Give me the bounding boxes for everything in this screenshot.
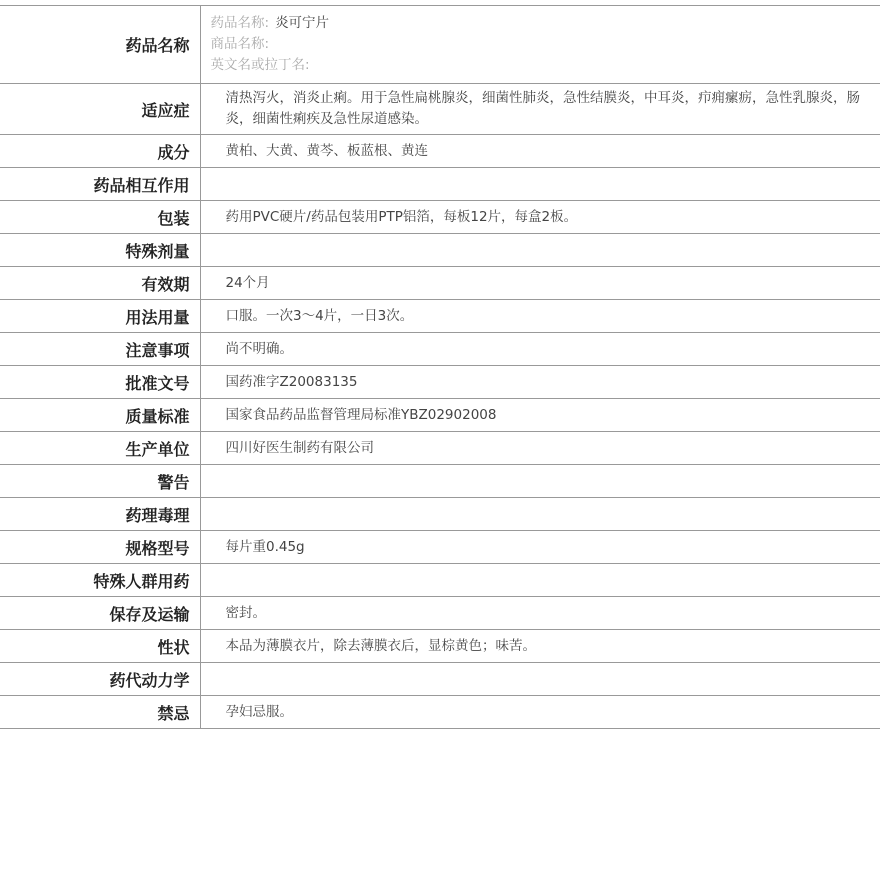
row-label: 性状 [0, 630, 200, 663]
generic-name-line [211, 13, 880, 34]
row-label: 用法用量 [0, 300, 200, 333]
row-label: 质量标准 [0, 399, 200, 432]
row-value [200, 564, 880, 597]
table-row [0, 432, 880, 465]
row-label: 保存及运输 [0, 597, 200, 630]
table-row [0, 201, 880, 234]
trade-name-key: 商品名称: [210, 36, 270, 52]
row-value: 每片重0.45g [200, 531, 880, 564]
table-row [0, 564, 880, 597]
row-label: 特殊剂量 [0, 234, 200, 267]
drug-info-body [0, 6, 880, 729]
row-value: 国家食品药品监督管理局标准YBZ02902008 [200, 399, 880, 432]
row-label: 禁忌 [0, 696, 200, 729]
table-row [0, 597, 880, 630]
row-value [200, 234, 880, 267]
row-label: 有效期 [0, 267, 200, 300]
row-label: 生产单位 [0, 432, 200, 465]
row-value: 黄柏、大黄、黄芩、板蓝根、黄连 [200, 135, 880, 168]
table-row [0, 366, 880, 399]
row-label: 成分 [0, 135, 200, 168]
row-label: 批准文号 [0, 366, 200, 399]
row-value: 孕妇忌服。 [200, 696, 880, 729]
generic-name-key: 药品名称: [210, 15, 270, 31]
row-value: 国药准字Z20083135 [200, 366, 880, 399]
row-label: 警告 [0, 465, 200, 498]
row-value [200, 84, 880, 135]
latin-name-key: 英文名或拉丁名: [210, 57, 310, 73]
table-row [0, 84, 880, 135]
table-row [0, 399, 880, 432]
row-value: 24个月 [200, 267, 880, 300]
row-value: 口服。一次3～4片，一日3次。 [200, 300, 880, 333]
row-label: 药理毒理 [0, 498, 200, 531]
trade-name-line [211, 34, 880, 55]
row-value [200, 465, 880, 498]
row-value: 尚不明确。 [200, 333, 880, 366]
row-value [200, 498, 880, 531]
generic-name-value: 炎可宁片 [275, 15, 330, 31]
row-label: 适应症 [0, 84, 200, 135]
table-row [0, 498, 880, 531]
row-label: 包装 [0, 201, 200, 234]
row-label: 特殊人群用药 [0, 564, 200, 597]
row-label: 药代动力学 [0, 663, 200, 696]
row-value: 密封。 [200, 597, 880, 630]
row-value: 药用PVC硬片/药品包装用PTP铝箔，每板12片，每盒2板。 [200, 201, 880, 234]
table-row [0, 531, 880, 564]
table-row [0, 663, 880, 696]
row-value [200, 663, 880, 696]
row-value [200, 168, 880, 201]
row-label: 药品相互作用 [0, 168, 200, 201]
row-value: 本品为薄膜衣片，除去薄膜衣后，显棕黄色；味苦。 [200, 630, 880, 663]
table-row [0, 333, 880, 366]
table-row [0, 300, 880, 333]
table-row [0, 234, 880, 267]
table-row [0, 168, 880, 201]
table-row [0, 465, 880, 498]
table-row [0, 267, 880, 300]
latin-name-line [211, 55, 880, 76]
row-value-text: 清热泻火，消炎止痢。用于急性扁桃腺炎，细菌性肺炎，急性结膜炎，中耳炎，疖痈瘰疬，急性乳腺炎，肠炎，细菌性痢疾及急性尿道感染。 [225, 90, 860, 127]
table-row [0, 630, 880, 663]
row-label: 规格型号 [0, 531, 200, 564]
drug-info-table [0, 5, 880, 729]
drug-name-label: 药品名称 [0, 6, 200, 84]
row-value: 四川好医生制药有限公司 [200, 432, 880, 465]
row-label: 注意事项 [0, 333, 200, 366]
table-row [0, 135, 880, 168]
table-row [0, 696, 880, 729]
drug-name-values [200, 6, 880, 84]
drug-name-row [0, 6, 880, 84]
